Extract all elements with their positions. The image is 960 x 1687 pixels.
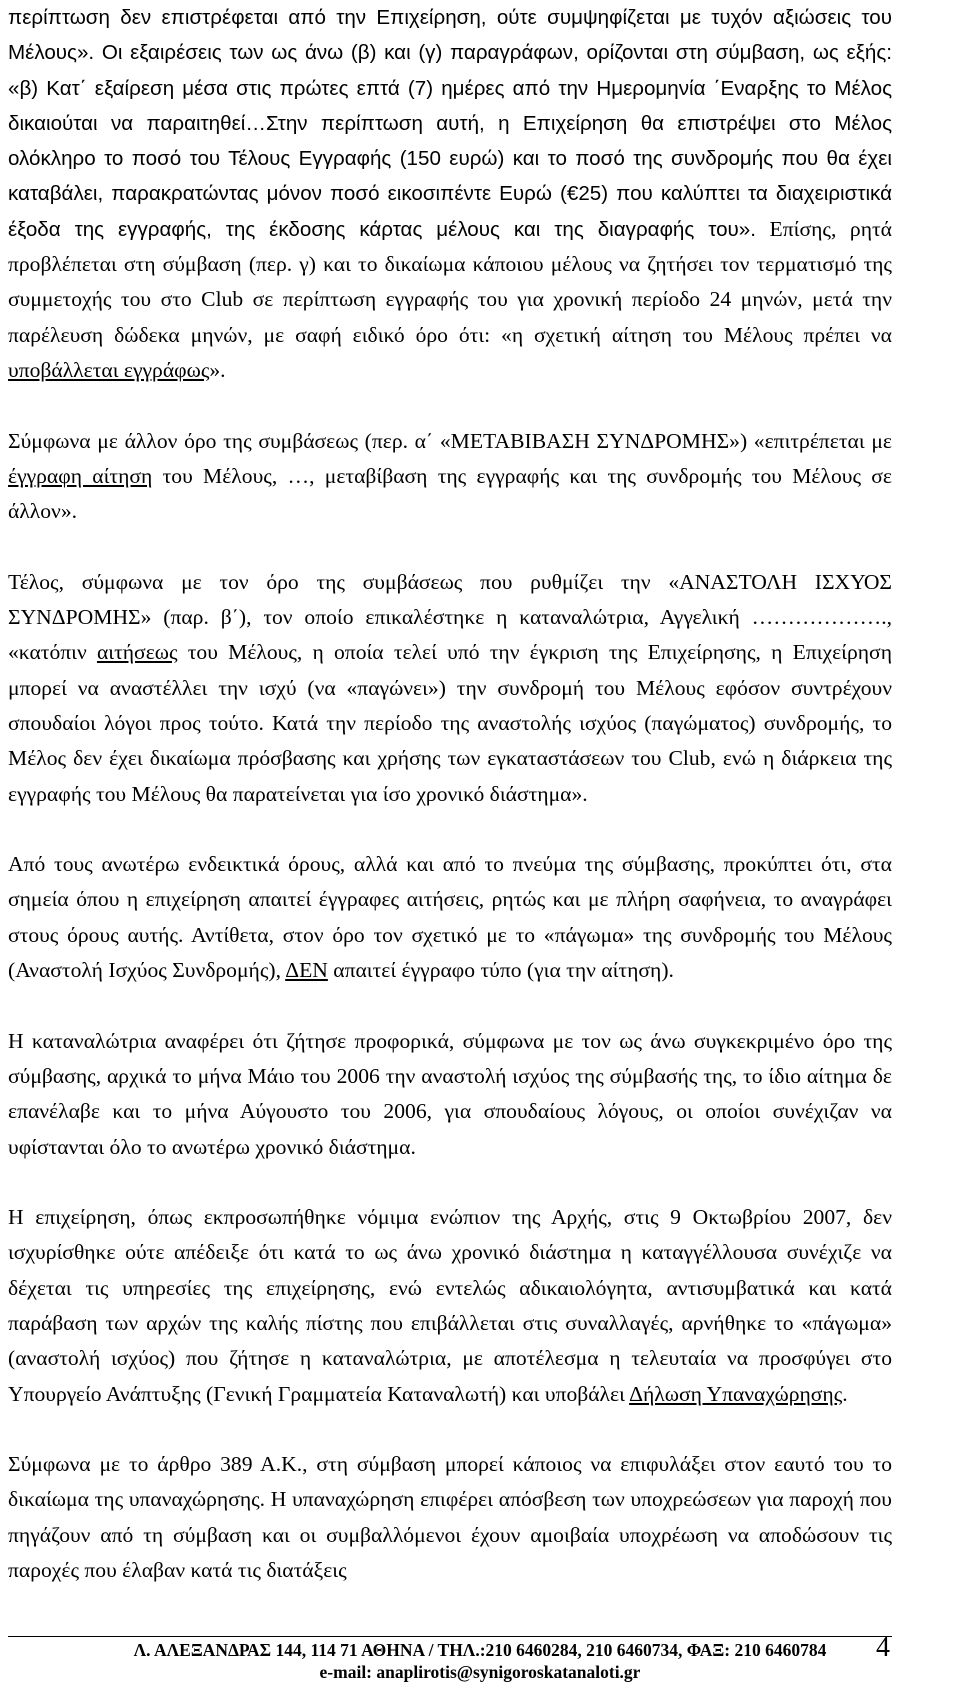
paragraph-1 <box>8 0 892 388</box>
paragraph-4 <box>8 847 892 988</box>
paragraph-1-underlined: υποβάλλεται εγγράφως <box>8 357 210 382</box>
paragraph-4-underlined: ΔΕΝ <box>285 958 328 983</box>
footer-address: Λ. ΑΛΕΞΑΝΔΡΑΣ 144, 114 71 ΑΘΗΝΑ / ΤΗΛ.:210 6460284, 210 6460734, ΦΑΞ: 210 6460784 <box>133 1640 827 1660</box>
paragraph-4-part-a: Από τους ανωτέρω ενδεικτικά όρους, αλλά και από το πνεύμα της σύμβασης, προκύπτει ότι, στα σημεία όπου η επιχείρηση απαιτεί έγγραφες αιτήσεις, ρητώς και με πλήρη σαφήνεια, το αναγράφει στους όρους αυτής. Αντίθετα, στον όρο τον σχετικό με το «πάγωμα» της συνδρομής του Μέλους (Αναστολή Ισχύος Συνδρομής), <box>8 852 892 983</box>
paragraph-5: Η καταναλώτρια αναφέρει ότι ζήτησε προφορικά, σύμφωνα με τον ως άνω συγκεκριμένο όρο της σύμβασης, αρχικά το μήνα Μάιο του 2006 την αναστολή ισχύος της σύμβασής της, το ίδιο αίτημα δε επανέλαβε και το μήνα Αύγουστο του 2006, για σπουδαίους λόγους, οι οποίοι συνέχιζαν να υφίστανται όλο το ανωτέρω χρονικό διάστημα. <box>8 1028 892 1159</box>
paragraph-3-part-a: Τέλος, σύμφωνα με τον όρο της συμβάσεως που ρυθμίζει την «ΑΝΑΣΤΟΛΗ ΙΣΧΥΟΣ ΣΥΝΔΡΟΜΗΣ» (παρ. β΄), τον οποίο επικαλέστηκε η καταναλώτρια, Αγγελική ………………., «κατόπιν <box>8 569 892 665</box>
paragraph-1-part-a: περίπτωση δεν επιστρέφεται από την Επιχείρηση, ούτε συμψηφίζεται με τυχόν αξιώσεις του Μέλους». <box>8 6 892 65</box>
footer-divider <box>8 1636 892 1637</box>
paragraph-7: Σύμφωνα με το άρθρο 389 Α.Κ., στη σύμβαση μπορεί κάποιος να επιφυλάξει στον εαυτό του το δικαίωμα της υπαναχώρησης. Η υπαναχώρηση επιφέρει απόσβεση των υποχρεώσεων για παροχή που πηγάζουν από τη σύμβαση και οι συμβαλλόμενοι έχουν αμοιβαία υποχρέωση να αποδώσουν τις παροχές που έλαβαν κατά τις διατάξεις <box>8 1452 892 1583</box>
paragraph-4-part-b: απαιτεί έγγραφο τύπο (για την αίτηση). <box>327 958 674 983</box>
paragraph-1-part-d: ». <box>209 357 226 382</box>
paragraph-6 <box>8 1200 892 1412</box>
paragraph-2 <box>8 424 892 530</box>
paragraph-2-part-a: Σύμφωνα με άλλον όρο της συμβάσεως (περ. α΄ «ΜΕΤΑΒΙΒΑΣΗ ΣΥΝΔΡΟΜΗΣ») «επιτρέπεται με <box>8 428 892 453</box>
paragraph-3 <box>8 565 892 812</box>
paragraph-6-underlined: Δήλωση Υπαναχώρησης <box>629 1381 843 1406</box>
paragraph-6-part-a: Η επιχείρηση, όπως εκπροσωπήθηκε νόμιμα ενώπιον της Αρχής, στις 9 Οκτωβρίου 2007, δεν ισχυρίσθηκε ούτε απέδειξε ότι κατά το ως άνω χρονικό διάστημα η καταγγέλλουσα συνέχιζε να δέχεται τις υπηρεσίες της επιχείρησης, ενώ εντελώς αδικαιολόγητα, αντισυμβατικά και κατά παράβαση των αρχών της καλής πίστης που επιβάλλεται στις συναλλαγές, αρνήθηκε το «πάγωμα» (αναστολή ισχύος) που ζήτησε η καταναλώτρια, με αποτέλεσμα η τελευταία να προσφύγει στο Υπουργείο Ανάπτυξης (Γενική Γραμματεία Καταναλωτή) και υποβάλει <box>8 1205 892 1406</box>
paragraph-1-part-c: Επίσης, ρητά προβλέπεται στη σύμβαση (περ. γ) και το δικαίωμα κάποιου μέλους να ζητήσει τον τερματισμό της συμμετοχής του στο Club σε περίπτωση εγγραφής του για χρονική περίοδο 24 μηνών, μετά την παρέλευση δώδεκα μηνών, με σαφή ειδικό όρο ότι: «η σχετική αίτηση του Μέλους πρέπει να <box>8 216 892 347</box>
paragraph-1-part-b: Οι εξαιρέσεις των ως άνω (β) και (γ) παραγράφων, ορίζονται στη σύμβαση, ως εξής: «β) Κατ΄ εξαίρεση μέσα στις πρώτες επτά (7) ημέρες από την Ημερομηνία ΄Εναρξης το Μέλος δικαιούται να παραιτηθεί…Στην περίπτωση αυτή, η Επιχείρηση θα επιστρέψει στο Μέλος ολόκληρο το ποσό του Τέλους Εγγραφής (150 ευρώ) και το ποσό της συνδρομής που θα έχει καταβάλει, παρακρατώντας μόνον ποσό εικοσιπέντε Ευρώ (€25) που καλύπτει τα διαχειριστικά έξοδα της εγγραφής, της έκδοσης κάρτας μέλους και της διαγραφής του». <box>8 41 892 241</box>
paragraph-2-underlined: έγγραφη αίτηση <box>8 463 153 488</box>
paragraph-2-part-b: του Μέλους, …, μεταβίβαση της εγγραφής και της συνδρομής του Μέλους σε άλλον». <box>8 463 892 524</box>
paragraph-6-part-b: . <box>842 1381 848 1406</box>
paragraph-3-underlined: αιτήσεως <box>96 640 178 665</box>
footer-email: e-mail: anaplirotis@synigoroskatanaloti.gr <box>319 1662 641 1682</box>
paragraph-3-part-b: του Μέλους, η οποία τελεί υπό την έγκριση της Επιχείρησης, η Επιχείρηση μπορεί να αναστέλλει την ισχύ (να «παγώνει») την συνδρομή του Μέλους εφόσον συντρέχουν σπουδαίοι λόγοι προς τούτο. Κατά την περίοδο της αναστολής ισχύος (παγώματος) συνδρομής, το Μέλος δεν έχει δικαίωμα πρόσβασης και χρήσης των εγκαταστάσεων του Club, ενώ η διάρκεια της εγγραφής του Μέλους θα παρατείνεται για ίσο χρονικό διάστημα». <box>8 640 892 806</box>
page-number: 4 <box>876 1632 890 1663</box>
document-body <box>8 0 892 1588</box>
